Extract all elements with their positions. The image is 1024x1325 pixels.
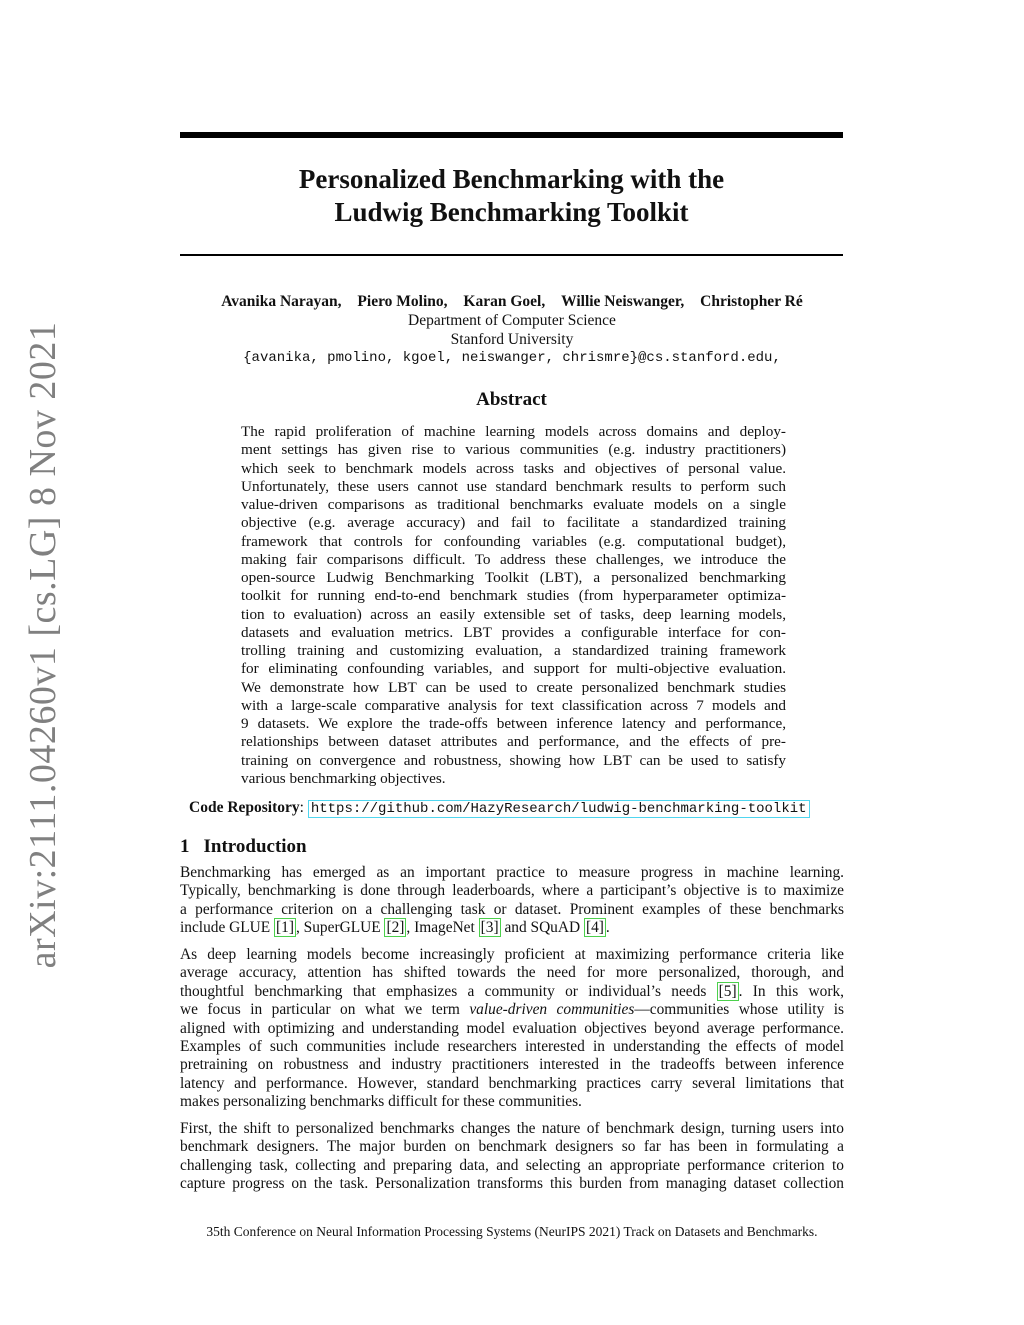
- paragraph-line: As deep learning models become increasingly proficient at maximizing performance criteria like: [180, 946, 844, 963]
- abstract-line: relationships between dataset attributes and performance, and the effects of pre-: [241, 733, 786, 751]
- text-run: thoughtful benchmarking that emphasizes a community or individual’s needs: [180, 982, 717, 1000]
- abstract-line: The rapid proliferation of machine learning models across domains and deploy-: [241, 423, 786, 440]
- section-title: Introduction: [203, 836, 307, 857]
- intro-paragraph-1: [180, 864, 844, 938]
- citation-link[interactable]: [4]: [585, 919, 604, 937]
- author-block: [150, 292, 874, 368]
- abstract-line: with a large-scale comparative analysis for text classification across 7 models and: [241, 696, 786, 714]
- author-name: Karan Goel,: [463, 293, 546, 310]
- code-repository-link[interactable]: https://github.com/HazyResearch/ludwig-benchmarking-toolkit: [308, 800, 810, 818]
- arxiv-identifier-stamp: arXiv:2111.04260v1 [cs.LG] 8 Nov 2021: [22, 321, 64, 969]
- title-line-2: Ludwig Benchmarking Toolkit: [334, 197, 689, 227]
- code-repository-label: Code Repository: [189, 799, 300, 816]
- text-run: and SQuAD: [500, 919, 584, 937]
- author-name: Willie Neiswanger,: [561, 293, 685, 310]
- italic-term: value-driven communities: [469, 1001, 635, 1019]
- text-run: we focus in particular on what we term: [180, 1001, 470, 1019]
- paragraph-line: Typically, benchmarking is done through leaderboards, where a participant’s objective is to maximize: [180, 882, 844, 900]
- paragraph-line: benchmark designers. The major burden on benchmark designers so far has been in formulating a: [180, 1138, 844, 1156]
- author-university: Stanford University: [450, 331, 574, 348]
- paragraph-line: Benchmarking has emerged as an important practice to measure progress in machine learning.: [180, 864, 844, 881]
- section-number: 1: [180, 836, 190, 857]
- author-name: Avanika Narayan,: [221, 293, 342, 310]
- text-run: , ImageNet: [406, 919, 479, 937]
- citation-link[interactable]: [2]: [386, 919, 405, 937]
- author-emails: {avanika, pmolino, kgoel, neiswanger, chrismre}@cs.stanford.edu,: [243, 350, 781, 366]
- text-run: . In this work,: [738, 982, 844, 1000]
- paragraph-line: capture progress on the task. Personalization transforms this burden from managing dataset collection: [180, 1175, 844, 1193]
- text-run: .: [605, 919, 610, 937]
- title-top-rule: [180, 132, 843, 138]
- text-run: , SuperGLUE: [295, 919, 385, 937]
- abstract-line: toolkit for running end-to-end benchmark studies (from hyperparameter optimiza-: [241, 587, 786, 605]
- abstract-line: value-driven comparisons as traditional benchmarks evaluate models on a single: [241, 496, 786, 513]
- title-line-1: Personalized Benchmarking with the: [298, 164, 725, 194]
- abstract-line: open-source Ludwig Benchmarking Toolkit (LBT), a personalized benchmarking: [241, 569, 786, 586]
- abstract-line: training on convergence and robustness, showing how LBT can be used to satisfy: [241, 751, 786, 769]
- paper-title: [180, 163, 843, 229]
- abstract-line: making fair comparisons difficult. To address these challenges, we introduce the: [241, 550, 786, 568]
- paragraph-line: challenging task, collecting and preparing data, and selecting an appropriate performance criterion to: [180, 1156, 844, 1174]
- paragraph-line: aligned with optimizing and understanding model evaluation objectives beyond average performance.: [180, 1019, 844, 1037]
- paragraph-line: First, the shift to personalized benchmarks changes the nature of benchmark design, turning users into: [180, 1120, 844, 1137]
- abstract-line: Unfortunately, these users cannot use standard benchmark results to perform such: [241, 477, 786, 495]
- intro-paragraph-2: [180, 946, 844, 1112]
- paragraph-line: makes personalizing benchmarks difficult for these communities.: [180, 1093, 582, 1111]
- conference-footer: 35th Conference on Neural Information Processing Systems (NeurIPS 2021) Track on Datasets and Benchmarks.: [206, 1224, 818, 1239]
- abstract-line: objective (e.g. average accuracy) and fail to facilitate a standardized training: [241, 514, 786, 532]
- abstract-line: which seek to benchmark models across tasks and objectives of personal value.: [241, 459, 786, 477]
- section-heading-introduction: [180, 836, 307, 858]
- abstract-line: for eliminating confounding variables, and support for multi-objective evaluation.: [241, 660, 786, 678]
- text-run: —communities whose utility is: [634, 1001, 844, 1019]
- abstract-body: [241, 423, 786, 788]
- abstract-line: tion to evaluation) across an easily extensible set of tasks, deep learning models,: [241, 605, 786, 623]
- abstract-line: We demonstrate how LBT can be used to create personalized benchmark studies: [241, 678, 786, 696]
- abstract-line: 9 datasets. We explore the trade-offs between inference latency and performance,: [241, 715, 786, 732]
- author-department: Department of Computer Science: [408, 312, 616, 329]
- text-run: include GLUE: [180, 919, 275, 937]
- abstract-line: various benchmarking objectives.: [241, 769, 446, 787]
- citation-link[interactable]: [5]: [718, 982, 737, 1000]
- abstract-line: trolling training and customizing evaluation, a standardized training framework: [241, 642, 786, 659]
- citation-link[interactable]: [3]: [480, 919, 499, 937]
- intro-paragraph-3: [180, 1120, 844, 1194]
- code-repository: [189, 799, 810, 817]
- paragraph-line: a performance criterion on a challenging task or dataset. Prominent examples of these benchmarks: [180, 900, 844, 918]
- abstract-line: datasets and evaluation metrics. LBT provides a configurable interface for con-: [241, 623, 786, 641]
- code-repository-separator: :: [299, 799, 308, 816]
- citation-link[interactable]: [1]: [276, 919, 294, 937]
- abstract-line: ment settings has given rise to various communities (e.g. industry practitioners): [241, 441, 786, 459]
- paragraph-line: pretraining on robustness and industry practitioners interested in the tradeoffs between inference: [180, 1056, 844, 1074]
- author-name: Christopher Ré: [700, 293, 803, 310]
- paragraph-line: Examples of such communities include researchers interested in understanding the effects of model: [180, 1038, 844, 1056]
- author-names: [150, 292, 874, 311]
- paragraph-line: average accuracy, attention has shifted towards the need for more personalized, thorough, and: [180, 964, 844, 982]
- author-name: Piero Molino,: [357, 293, 448, 310]
- paragraph-line: latency and performance. However, standard benchmarking practices carry several limitations that: [180, 1074, 844, 1092]
- title-bottom-rule: [180, 254, 843, 256]
- abstract-line: framework that controls for confounding variables (e.g. computational budget),: [241, 532, 786, 550]
- abstract-heading: Abstract: [476, 389, 547, 410]
- paragraph-line: [180, 919, 844, 937]
- paragraph-line: [180, 983, 844, 1001]
- paragraph-line: [180, 1001, 844, 1019]
